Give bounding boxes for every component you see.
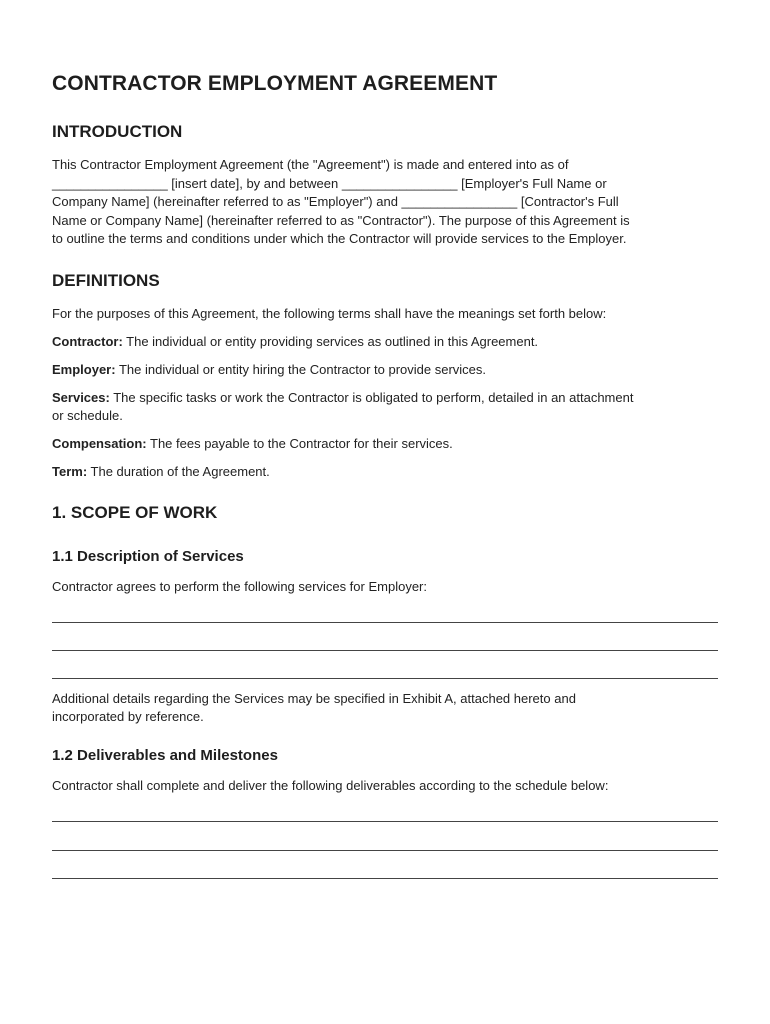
introduction-line-3: Company Name] (hereinafter referred to as "Employer") and ________________ [Contractor's Full bbox=[52, 194, 619, 209]
services-blank-line-1[interactable] bbox=[52, 622, 718, 623]
definition-services bbox=[52, 389, 719, 408]
description-of-services-heading: 1.1 Description of Services bbox=[52, 548, 244, 565]
document-title: CONTRACTOR EMPLOYMENT AGREEMENT bbox=[52, 72, 498, 95]
introduction-line-2: ________________ [insert date], by and between ________________ [Employer's Full Name or bbox=[52, 176, 607, 191]
additional-details-line-1: Additional details regarding the Services may be specified in Exhibit A, attached hereto and bbox=[52, 691, 576, 706]
introduction-line-1: This Contractor Employment Agreement (the "Agreement") is made and entered into as of bbox=[52, 157, 569, 172]
definition-text: The duration of the Agreement. bbox=[87, 464, 270, 479]
scope-of-work-heading: 1. SCOPE OF WORK bbox=[52, 503, 218, 522]
definition-text: The specific tasks or work the Contractor is obligated to perform, detailed in an attachment bbox=[109, 390, 634, 405]
introduction-line-4: Name or Company Name] (hereinafter referred to as "Contractor"). The purpose of this Agreement is bbox=[52, 213, 630, 228]
introduction-line-5: to outline the terms and conditions under which the Contractor will provide services to the Employer. bbox=[52, 231, 627, 246]
definition-text: The fees payable to the Contractor for their services. bbox=[146, 436, 453, 451]
introduction-heading: INTRODUCTION bbox=[52, 122, 183, 141]
definition-term: Employer: bbox=[52, 362, 116, 377]
services-blank-line-2[interactable] bbox=[52, 650, 718, 651]
definition-text: The individual or entity hiring the Contractor to provide services. bbox=[115, 362, 487, 377]
definition-term-label: Term: bbox=[52, 464, 88, 479]
deliverables-blank-line-2[interactable] bbox=[52, 850, 718, 851]
additional-details-line-2: incorporated by reference. bbox=[52, 709, 204, 724]
definition-services-continued: or schedule. bbox=[52, 408, 123, 423]
deliverables-blank-line-1[interactable] bbox=[52, 821, 718, 822]
deliverables-intro: Contractor shall complete and deliver the following deliverables according to the schedule below: bbox=[52, 778, 609, 793]
definitions-heading: DEFINITIONS bbox=[52, 271, 160, 290]
services-blank-line-3[interactable] bbox=[52, 678, 718, 679]
definition-term bbox=[52, 463, 719, 482]
definition-contractor bbox=[52, 333, 719, 352]
definition-compensation bbox=[52, 435, 719, 454]
definition-term: Contractor: bbox=[52, 334, 123, 349]
definition-term: Services: bbox=[52, 390, 110, 405]
definition-employer bbox=[52, 361, 719, 380]
deliverables-blank-line-3[interactable] bbox=[52, 878, 718, 879]
definition-term: Compensation: bbox=[52, 436, 147, 451]
definition-text: The individual or entity providing services as outlined in this Agreement. bbox=[122, 334, 539, 349]
deliverables-heading: 1.2 Deliverables and Milestones bbox=[52, 747, 278, 764]
description-of-services-intro: Contractor agrees to perform the following services for Employer: bbox=[52, 579, 427, 594]
definitions-intro: For the purposes of this Agreement, the following terms shall have the meanings set forth below: bbox=[52, 306, 607, 321]
